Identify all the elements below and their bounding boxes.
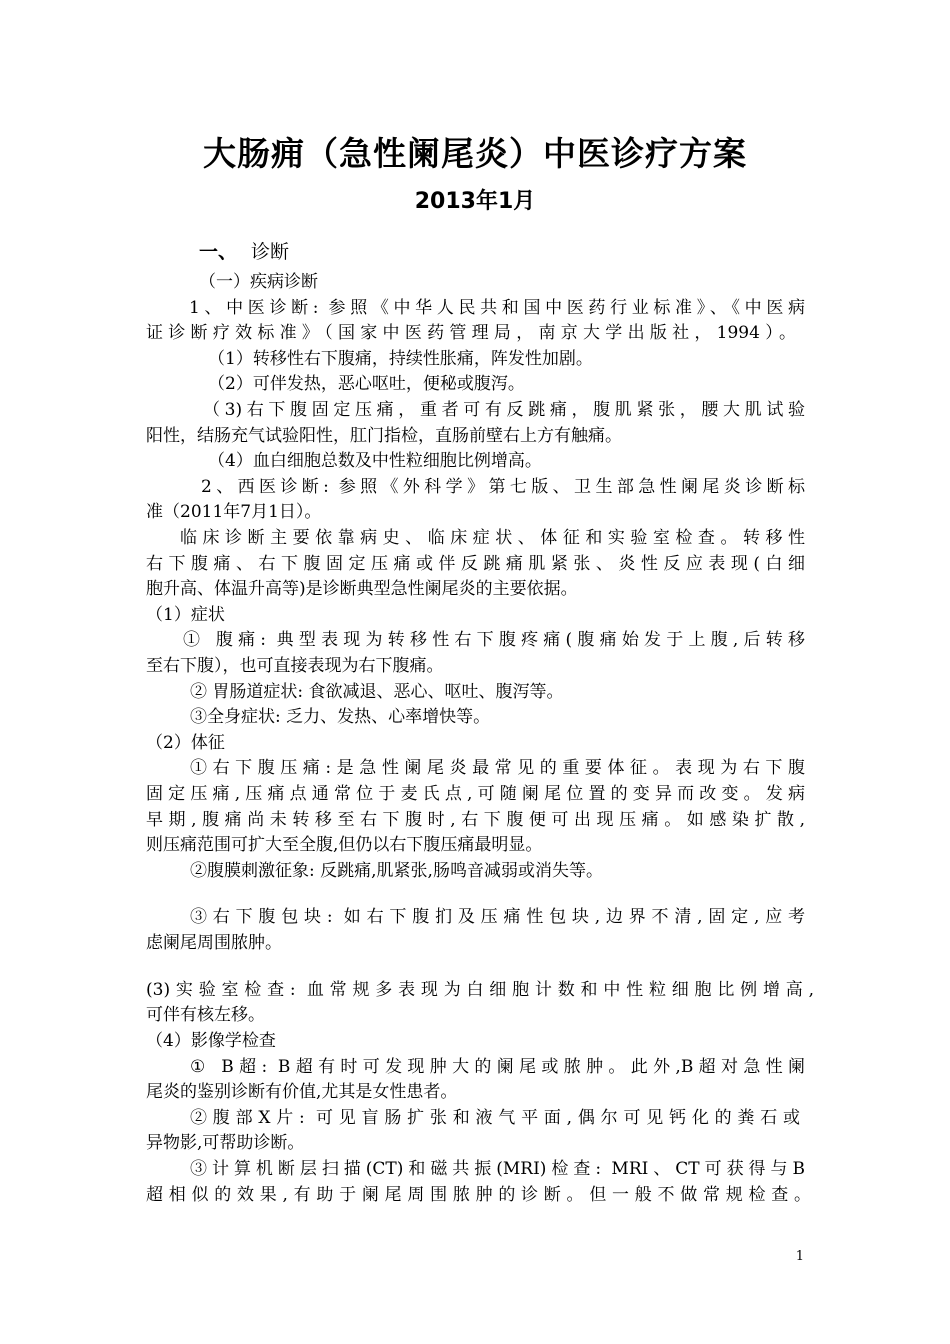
text-line: 虑阑尾周围脓肿。 [146, 933, 282, 953]
text-line: （一）疾病诊断 [199, 272, 318, 292]
text-line: ③全身症状: 乏力、发热、心率增快等。 [190, 707, 491, 727]
text-line: 尾炎的鉴别诊断有价值,尤其是女性患者。 [146, 1082, 458, 1102]
document-date: 2013年1月 [414, 189, 536, 214]
text-line: 2、西医诊断: 参照《外科学》第七版、卫生部急性阑尾炎诊断标 [201, 477, 805, 497]
text-line: 可伴有核左移。 [146, 1005, 265, 1025]
text-line: 至右下腹），也可直接表现为右下腹痛。 [146, 656, 444, 676]
text-line: (3)实验室检查: 血常规多表现为白细胞计数和中性粒细胞比例增高, [146, 980, 814, 1000]
text-line: （4）血白细胞总数及中性粒细胞比例增高。 [208, 451, 542, 471]
text-line: ② 胃肠道症状: 食欲减退、恶心、呕吐、腹泻等。 [190, 682, 564, 702]
text-line: 胞升高、体温升高等)是诊断典型急性阑尾炎的主要依据。 [146, 579, 578, 599]
text-line: 阳性，结肠充气试验阳性，肛门指检，直肠前壁右上方有触痛。 [146, 426, 622, 446]
text-line: 超相似的效果,有助于阑尾周围脓肿的诊断。但一般不做常规检查。 [146, 1185, 811, 1205]
text-line: ①右下腹压痛:是急性阑尾炎最常见的重要体征。表现为右下腹 [190, 758, 805, 778]
section-number: 一、 [199, 241, 238, 263]
text-line: 异物影,可帮助诊断。 [146, 1133, 305, 1153]
text-line: （3)右下腹固定压痛，重者可有反跳痛，腹肌紧张，腰大肌试验 [203, 400, 805, 420]
section-label: 诊断 [251, 241, 290, 263]
text-line: （2）体征 [146, 733, 225, 753]
text-line: 准（2011年7月1日）。 [146, 502, 322, 522]
text-line: 临床诊断主要依靠病史、临床症状、体征和实验室检查。转移性 [180, 528, 805, 548]
text-line: ②腹膜刺激征象: 反跳痛,肌紧张,肠鸣音减弱或消失等。 [190, 861, 603, 881]
text-line: 固定压痛,压痛点通常位于麦氏点,可随阑尾位置的变异而改变。发病 [146, 784, 805, 804]
text-line: 右下腹痛、右下腹固定压痛或伴反跳痛肌紧张、炎性反应表现(白细 [146, 554, 805, 574]
text-line: ③右下腹包块: 如右下腹扪及压痛性包块,边界不清,固定,应考 [190, 907, 805, 927]
text-line: 1、中医诊断: 参照《中华人民共和国中医药行业标准》、《中医病 [189, 298, 805, 318]
text-line: （1）转移性右下腹痛，持续性胀痛，阵发性加剧。 [208, 349, 593, 369]
section-heading-diagnosis [199, 237, 289, 264]
page-number: 1 [795, 1249, 804, 1264]
text-line: ① 腹痛: 典型表现为转移性右下腹疼痛(腹痛始发于上腹,后转移 [183, 630, 805, 650]
document-title: 大肠痈（急性阑尾炎）中医诊疗方案 [203, 134, 747, 173]
text-line: 证诊断疗效标准》（国家中医药管理局，南京大学出版社，1994）。 [146, 323, 796, 343]
text-line: ③计算机断层扫描(CT)和磁共振(MRI)检查: MRI、CT可获得与B [190, 1159, 805, 1179]
text-line: （2）可伴发热，恶心呕吐，便秘或腹泻。 [208, 374, 525, 394]
text-line: （1）症状 [146, 605, 225, 625]
text-line: 则压痛范围可扩大至全腹,但仍以右下腹压痛最明显。 [146, 835, 543, 855]
text-line: ① B超: B超有时可发现肿大的阑尾或脓肿。此外,B超对急性阑 [190, 1057, 805, 1077]
text-line: （4）影像学检查 [146, 1031, 276, 1051]
text-line: ②腹部X片: 可见盲肠扩张和液气平面,偶尔可见钙化的粪石或 [190, 1108, 800, 1128]
text-line: 早期,腹痛尚未转移至右下腹时,右下腹便可出现压痛。如感染扩散, [146, 810, 805, 830]
